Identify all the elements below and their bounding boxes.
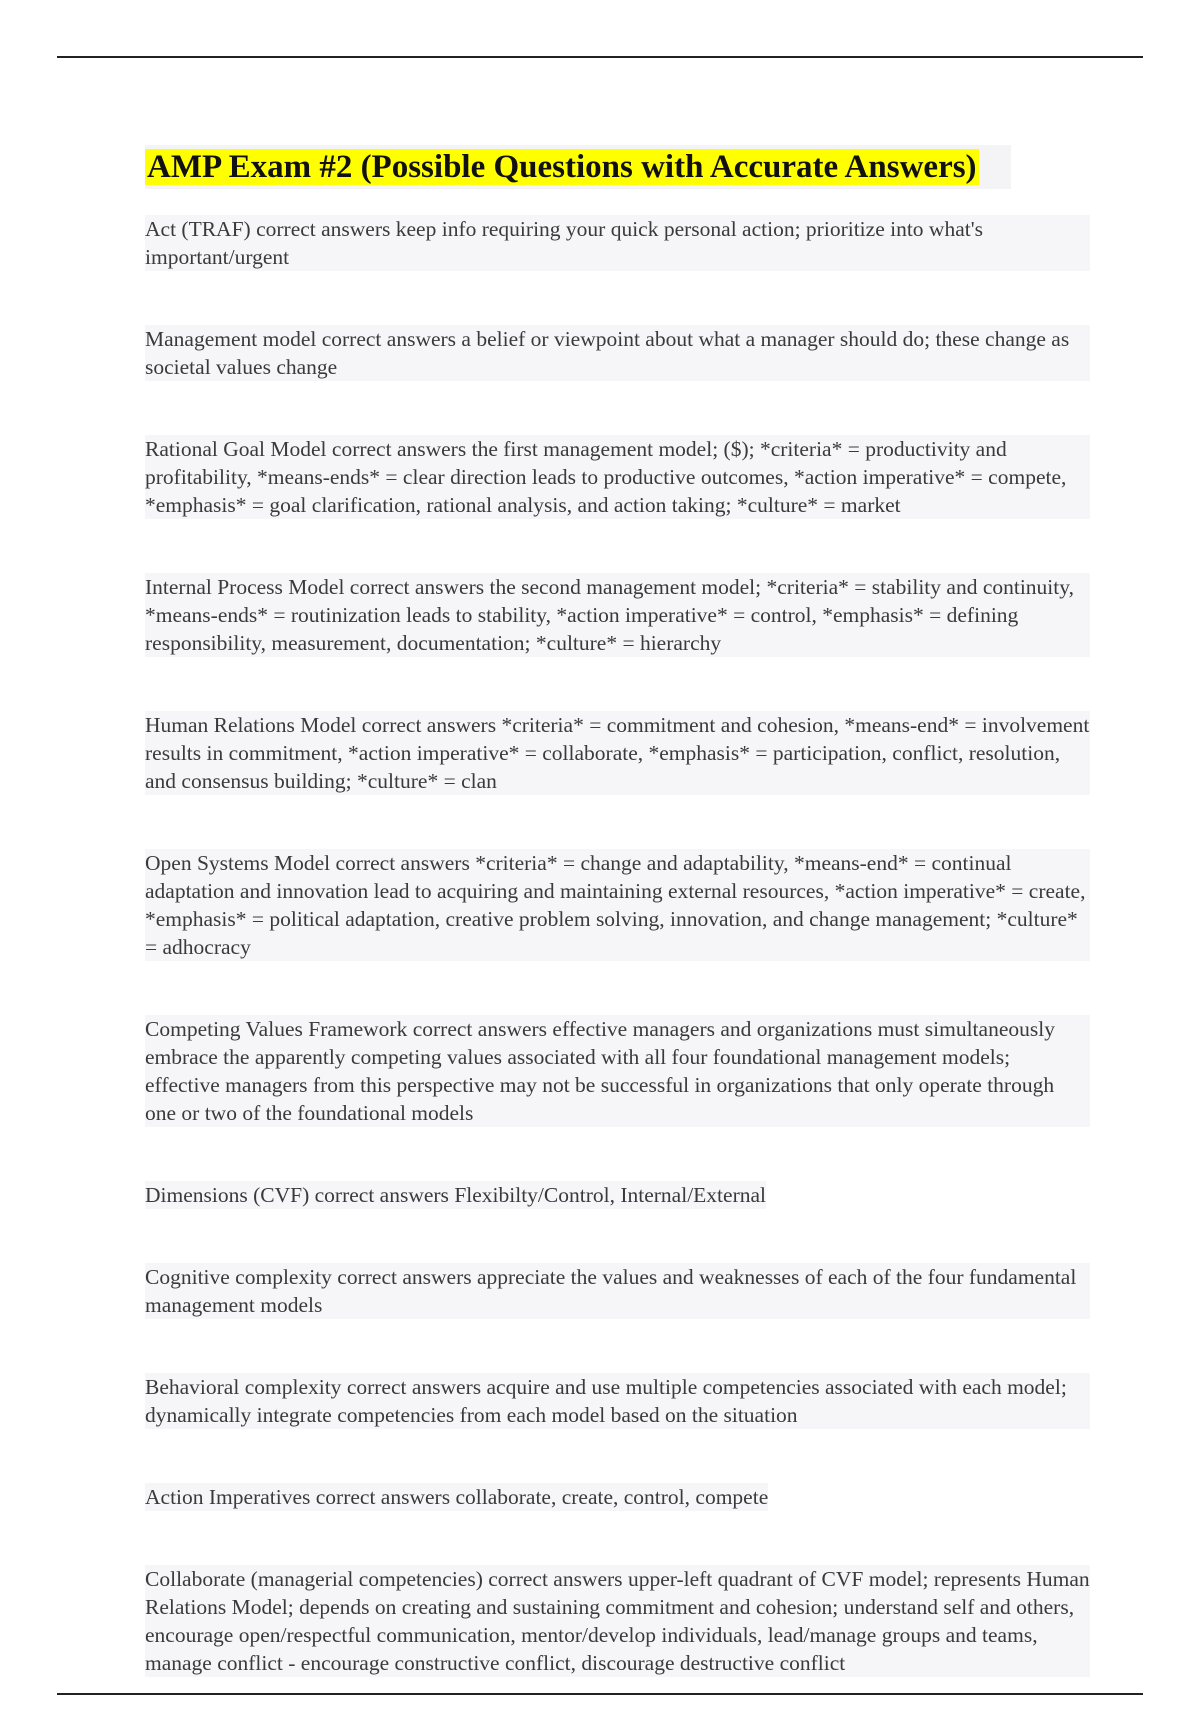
list-item bbox=[145, 1373, 1090, 1457]
entry-term: Act (TRAF) bbox=[145, 217, 251, 241]
list-item bbox=[145, 325, 1090, 409]
entry-definition: a belief or viewpoint about what a manager should do; these change as societal values change bbox=[145, 327, 1070, 379]
entry-term: Human Relations Model bbox=[145, 713, 357, 737]
qa-entry bbox=[145, 1565, 1090, 1677]
qa-entry bbox=[145, 1373, 1090, 1429]
entry-separator: correct answers bbox=[412, 1017, 548, 1041]
list-item bbox=[145, 1181, 1090, 1237]
qa-entry bbox=[145, 573, 1090, 657]
entry-term: Open Systems Model bbox=[145, 851, 331, 875]
entry-definition: upper-left quadrant of CVF model; represents Human Relations Model; depends on creating and sustaining commitment and cohesion; understand self and others, encourage open/respectful communication, mentor/develop individuals, lead/manage groups and teams, manage conflict - encourage constructive conflict, discourage destructive conflict bbox=[145, 1567, 1090, 1675]
entry-list bbox=[145, 215, 1090, 1705]
qa-entry bbox=[145, 1483, 768, 1511]
top-rule bbox=[57, 56, 1143, 58]
entry-definition: keep info requiring your quick personal action; prioritize into what's important/urgent bbox=[145, 217, 983, 269]
entry-definition: acquire and use multiple competencies associated with each model; dynamically integrate competencies from each model based on the situation bbox=[145, 1375, 1067, 1427]
list-item bbox=[145, 1483, 1090, 1539]
qa-entry bbox=[145, 1263, 1090, 1319]
list-item bbox=[145, 849, 1090, 989]
entry-separator: correct answers bbox=[349, 575, 485, 599]
list-item bbox=[145, 711, 1090, 823]
qa-entry bbox=[145, 711, 1090, 795]
entry-separator: correct answers bbox=[331, 437, 467, 461]
entry-term: Internal Process Model bbox=[145, 575, 345, 599]
qa-entry bbox=[145, 435, 1090, 519]
list-item bbox=[145, 435, 1090, 547]
entry-term: Behavioral complexity bbox=[145, 1375, 342, 1399]
qa-entry bbox=[145, 1015, 1090, 1127]
list-item bbox=[145, 1015, 1090, 1155]
entry-term: Dimensions (CVF) bbox=[145, 1183, 310, 1207]
title-block bbox=[145, 145, 1011, 189]
qa-entry bbox=[145, 1181, 766, 1209]
entry-term: Management model bbox=[145, 327, 317, 351]
list-item bbox=[145, 1263, 1090, 1347]
list-item bbox=[145, 573, 1090, 685]
entry-separator: correct answers bbox=[337, 1265, 472, 1289]
entry-definition: *criteria* = change and adaptability, *means-end* = continual adaptation and innovation lead to acquiring and maintaining external resources, *action imperative* = create, *emphasis* = political adaptation, creative problem solving, innovation, and change management; *culture* = adhocracy bbox=[145, 851, 1086, 959]
bottom-rule bbox=[57, 1693, 1143, 1695]
entry-separator: correct answers bbox=[488, 1567, 623, 1591]
entry-separator: correct answers bbox=[335, 851, 470, 875]
entry-term: Rational Goal Model bbox=[145, 437, 327, 461]
entry-definition: the second management model; *criteria* = stability and continuity, *means-ends* = routinization leads to stability, *action imperative* = control, *emphasis* = defining responsibility, measurement, documentation; *culture* = hierarchy bbox=[145, 575, 1074, 655]
qa-entry bbox=[145, 325, 1090, 381]
list-item bbox=[145, 1565, 1090, 1705]
entry-separator: correct answers bbox=[315, 1485, 451, 1509]
entry-definition: Flexibilty/Control, Internal/External bbox=[454, 1183, 766, 1207]
entry-term: Competing Values Framework bbox=[145, 1017, 408, 1041]
document-body bbox=[145, 145, 1090, 1731]
entry-separator: correct answers bbox=[346, 1375, 482, 1399]
entry-definition: effective managers and organizations must simultaneously embrace the apparently competing values associated with all four foundational management models; effective managers from this perspective may not be successful in organizations that only operate through one or two of the foundational models bbox=[145, 1017, 1055, 1125]
entry-separator: correct answers bbox=[256, 217, 391, 241]
entry-term: Cognitive complexity bbox=[145, 1265, 332, 1289]
entry-definition: the first management model; ($); *criteria* = productivity and profitability, *means-ends* = clear direction leads to productive outcomes, *action imperative* = compete, *emphasis* = goal clarification, rational analysis, and action taking; *culture* = market bbox=[145, 437, 1067, 517]
entry-separator: correct answers bbox=[314, 1183, 449, 1207]
entry-definition: collaborate, create, control, compete bbox=[455, 1485, 769, 1509]
qa-entry bbox=[145, 215, 1090, 271]
entry-definition: appreciate the values and weaknesses of each of the four fundamental management models bbox=[145, 1265, 1077, 1317]
entry-separator: correct answers bbox=[361, 713, 497, 737]
entry-definition: *criteria* = commitment and cohesion, *means-end* = involvement results in commitment, *action imperative* = collaborate, *emphasis* = participation, conflict, resolution, and consensus building; *culture* = clan bbox=[145, 713, 1090, 793]
entry-term: Action Imperatives bbox=[145, 1485, 311, 1509]
list-item bbox=[145, 215, 1090, 299]
entry-separator: correct answers bbox=[321, 327, 457, 351]
entry-term: Collaborate (managerial competencies) bbox=[145, 1567, 483, 1591]
qa-entry bbox=[145, 849, 1090, 961]
document-title: AMP Exam #2 (Possible Questions with Accurate Answers) bbox=[147, 149, 977, 185]
